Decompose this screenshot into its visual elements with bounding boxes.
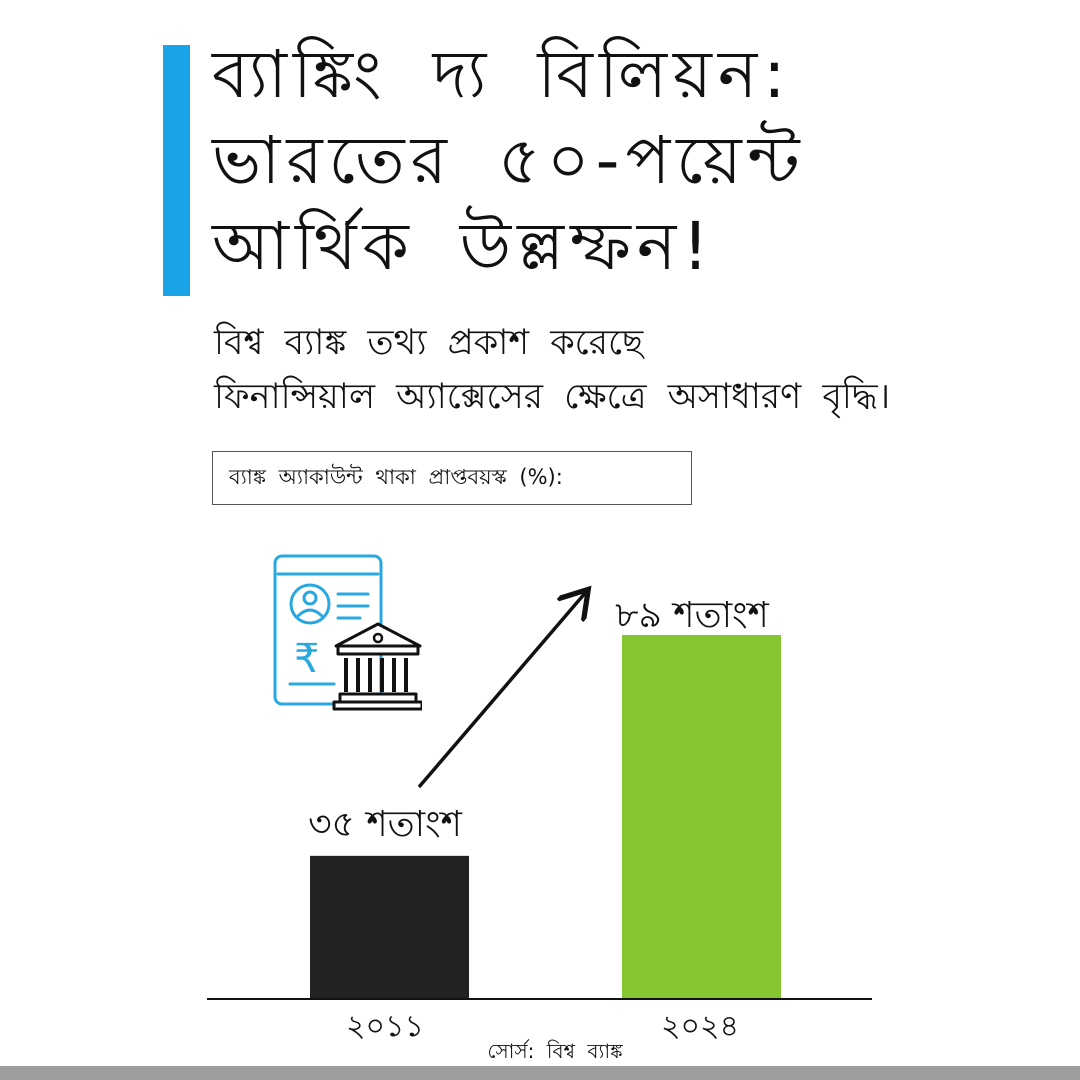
subtitle-line-2: ফিনান্সিয়াল অ্যাক্সেসের ক্ষেত্রে অসাধারণ বৃদ্ধি। — [214, 377, 891, 417]
data-label-2: ৮৯ শতাংশ — [615, 594, 769, 636]
growth-arrow-icon — [419, 592, 586, 787]
title-line-3: আর্থিক উল্লম্ফন! — [212, 208, 715, 285]
bar-2 — [622, 635, 781, 999]
title-line-1: ব্যাঙ্কিং দ্য বিলিয়ন: — [212, 36, 792, 113]
data-label-1: ৩৫ শতাংশ — [308, 803, 462, 845]
chart-title: ব্যাঙ্ক অ্যাকাউন্ট থাকা প্রাপ্তবয়স্ক (%): — [229, 464, 563, 489]
source-note: সোর্স: বিশ্ব ব্যাঙ্ক — [487, 1039, 623, 1063]
x-tick-label-2: ২০২৪ — [661, 1009, 739, 1044]
bottom-strip — [0, 1066, 1080, 1080]
subtitle-line-1: বিশ্ব ব্যাঙ্ক তথ্য প্রকাশ করেছে — [214, 323, 644, 363]
bar-1 — [310, 856, 469, 999]
title-line-2: ভারতের ৫০-পয়েন্ট — [212, 122, 806, 199]
svg-text:₹: ₹ — [294, 636, 320, 682]
x-tick-label-1: ২০১১ — [346, 1009, 424, 1044]
